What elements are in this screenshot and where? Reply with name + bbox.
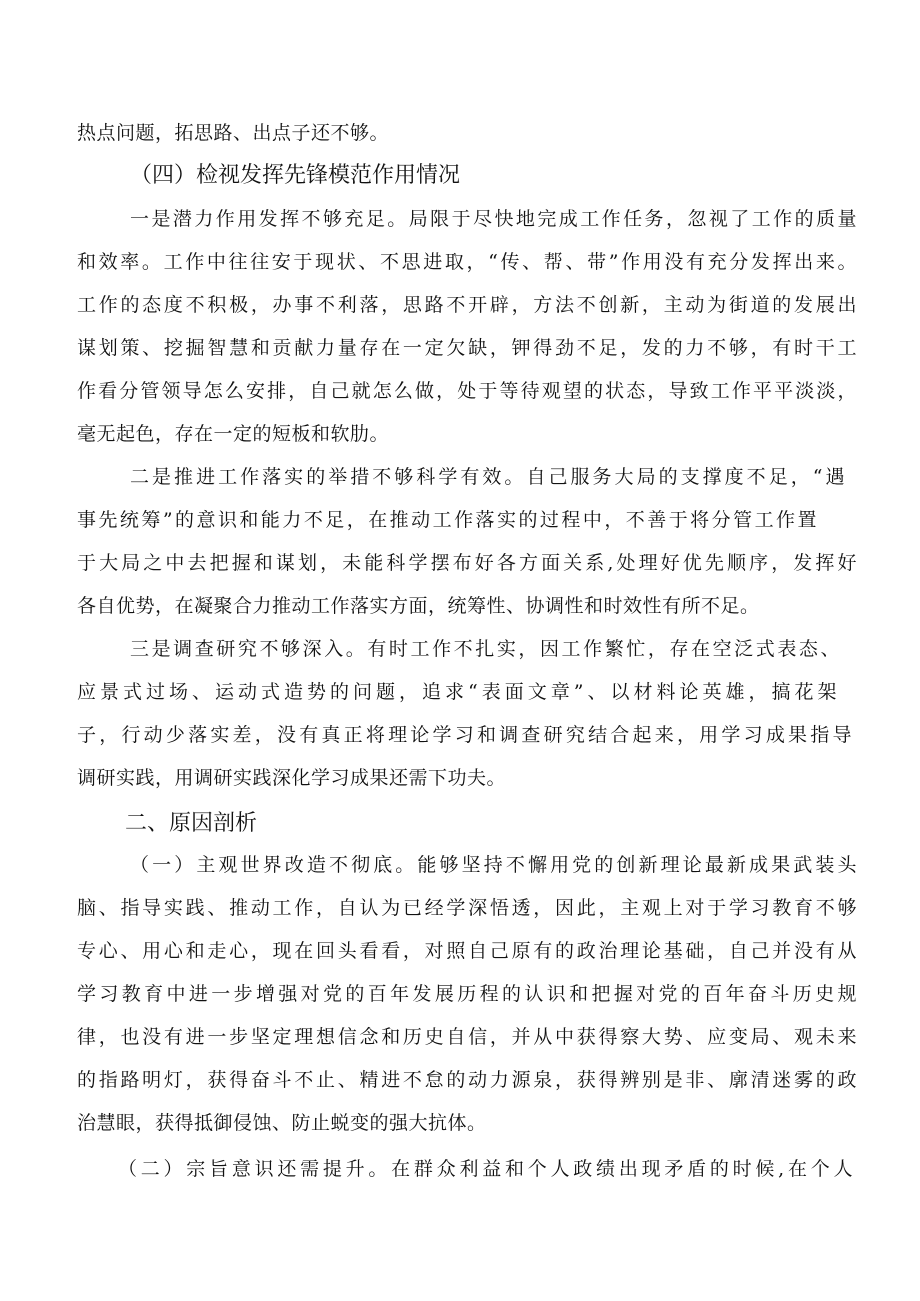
text-line: 毫无起色，存在一定的短板和软肋。 bbox=[77, 423, 390, 445]
text-line: 专心、用心和走心，现在回头看看，对照自己原有的政治理论基础，自己并没有从 bbox=[77, 940, 857, 962]
text-line: 事先统筹”的意识和能力不足，在推动工作落实的过程中，不善于将分管工作置 bbox=[77, 509, 817, 531]
text-line: 热点问题，拓思路、出点子还不够。 bbox=[77, 122, 390, 144]
text-line: 二是推进工作落实的举措不够科学有效。自己服务大局的支撑度不足，“遇 bbox=[130, 466, 845, 488]
text-line: 脑、指导实践、推动工作，自认为已经学深悟透，因此，主观上对于学习教育不够 bbox=[77, 897, 857, 919]
text-line: 各自优势，在凝聚合力推动工作落实方面，统筹性、协调性和时效性有所不足。 bbox=[77, 595, 760, 617]
text-line: 律，也没有进一步坚定理想信念和历史自信，并从中获得察大势、应变局、观未来 bbox=[77, 1026, 857, 1048]
text-line: 的指路明灯，获得奋斗不止、精进不怠的动力源泉，获得辨别是非、廓清迷雾的政 bbox=[77, 1069, 857, 1091]
text-line: （一）主观世界改造不彻底。能够坚持不懈用党的创新理论最新成果武装头 bbox=[130, 854, 857, 876]
text-line: 学习教育中进一步增强对党的百年发展历程的认识和把握对党的百年奋斗历史规 bbox=[77, 983, 857, 1005]
text-line: 三是调查研究不够深入。有时工作不扎实，因工作繁忙，存在空泛式表态、 bbox=[130, 638, 840, 660]
text-line: 工作的态度不积极，办事不利落，思路不开辟，方法不创新，主动为街道的发展出 bbox=[77, 294, 857, 316]
text-line: （二）宗旨意识还需提升。在群众利益和个人政绩出现矛盾的时候,在个人 bbox=[118, 1158, 853, 1180]
text-line: 治慧眼，获得抵御侵蚀、防止蜕变的强大抗体。 bbox=[77, 1112, 487, 1134]
text-line: 谋划策、挖掘智慧和贡献力量存在一定欠缺，钾得劲不足，发的力不够，有时干工 bbox=[77, 337, 857, 359]
text-line: 调研实践，用调研实践深化学习成果还需下功夫。 bbox=[77, 767, 507, 789]
text-line: 应景式过场、运动式造势的问题，追求“表面文章”、以材料论英雄，搞花架 bbox=[77, 681, 837, 703]
section-heading-2: 二、原因剖析 bbox=[125, 811, 258, 836]
section-heading-4: （四）检视发挥先锋模范作用情况 bbox=[130, 163, 461, 188]
text-line: 和效率。工作中往往安于现状、不思进取，“传、帮、带”作用没有充分发挥出来。 bbox=[77, 251, 857, 273]
text-line: 一是潜力作用发挥不够充足。局限于尽快地完成工作任务，忽视了工作的质量 bbox=[130, 208, 857, 230]
text-line: 于大局之中去把握和谋划，未能科学摆布好各方面关系,处理好优先顺序，发挥好 bbox=[77, 552, 857, 574]
text-line: 作看分管领导怎么安排，自己就怎么做，处于等待观望的状态，导致工作平平淡淡， bbox=[77, 380, 857, 402]
text-line: 子，行动少落实差，没有真正将理论学习和调查研究结合起来，用学习成果指导 bbox=[77, 724, 852, 746]
